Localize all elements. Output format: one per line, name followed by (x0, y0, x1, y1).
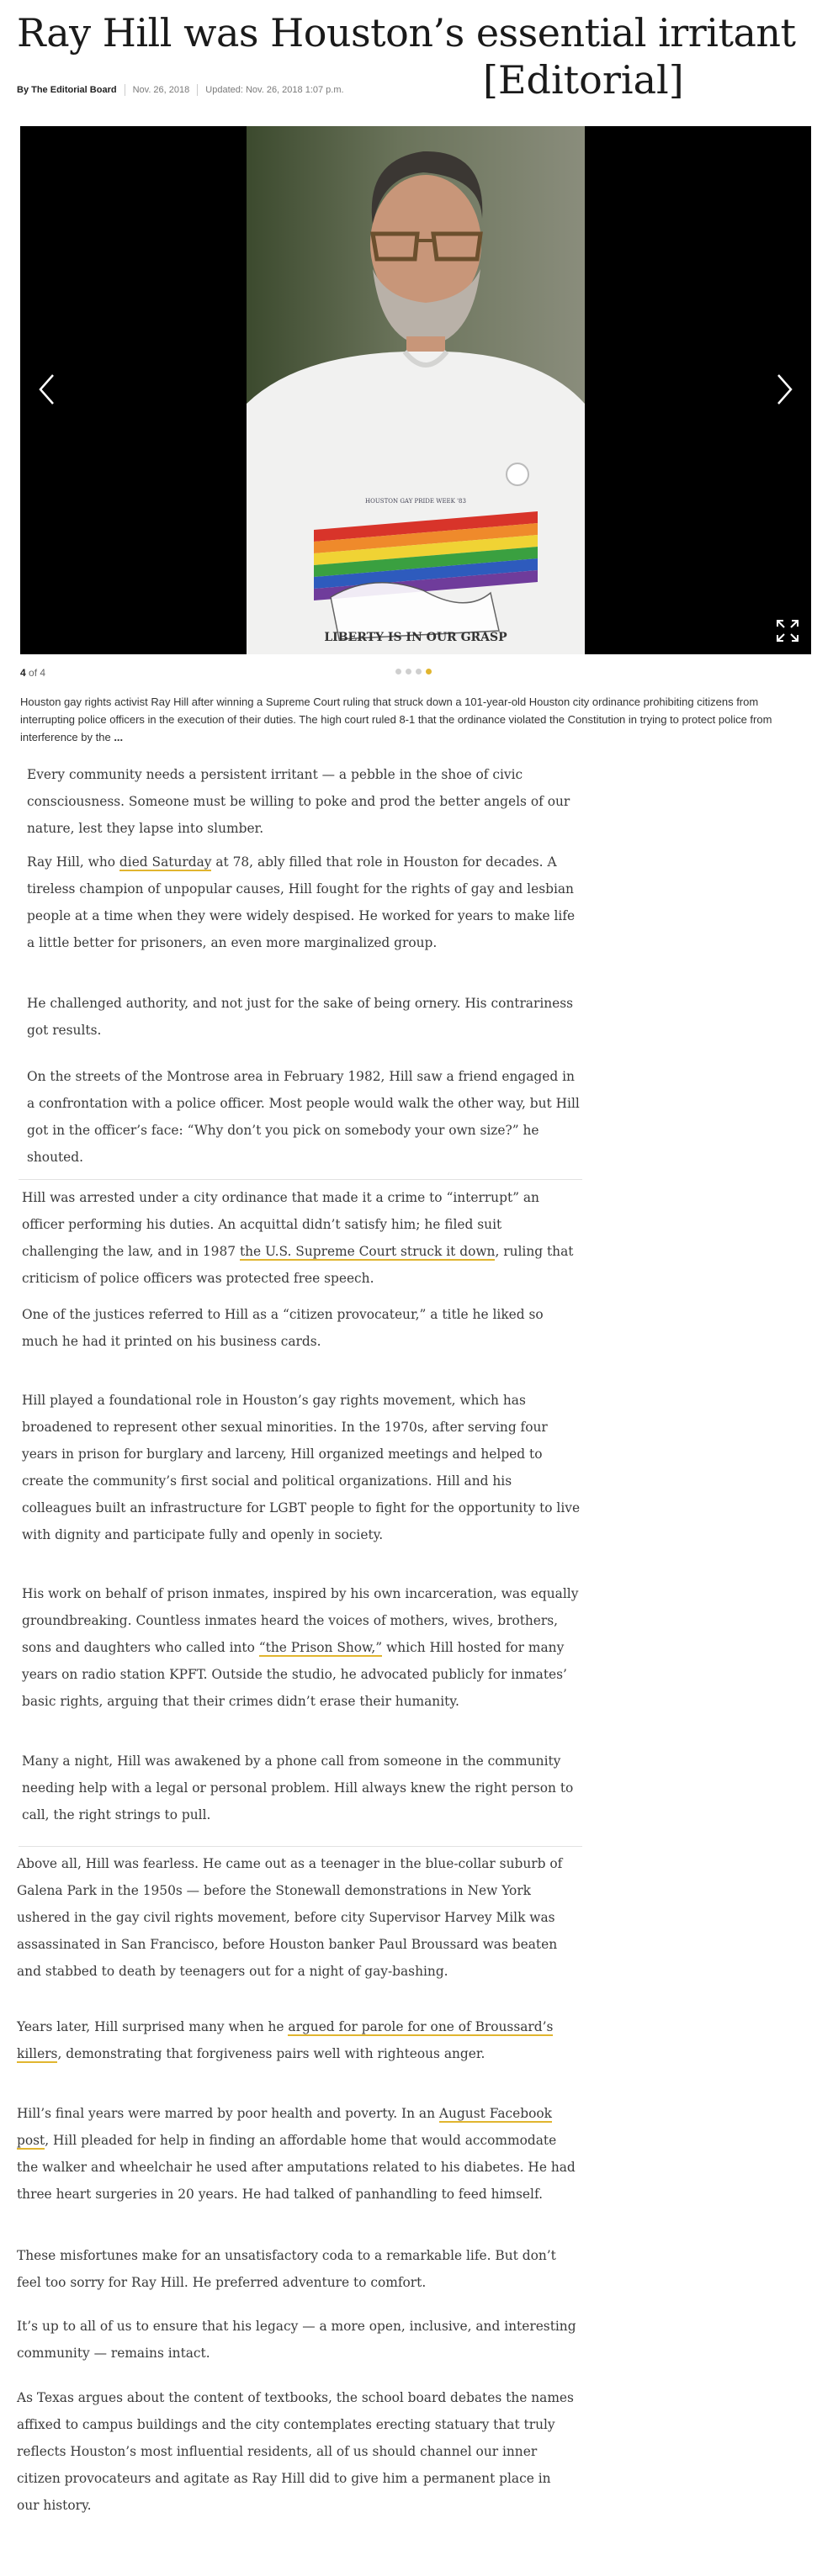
slide-current: 4 (20, 667, 26, 679)
photo-gallery (20, 126, 811, 654)
slide-dot[interactable] (426, 669, 432, 674)
shirt-print-bottom: LIBERTY IS IN OUR GRASP (324, 631, 507, 644)
paragraph: Ray Hill, who died Saturday at 78, ably filled that role in Houston for decades. A tireless champion of unpopular causes, Hill fought for the rights of gay and lesbian people at a time when they were widely despised. He worked for years to make life a little better for prisoners, an even more marginalized group. (27, 854, 576, 950)
paragraph: Hill was arrested under a city ordinance that made it a crime to “interrupt” an officer performing his duties. An acquittal didn’t satisfy him; he filed suit challenging the law, and in 1987 the U.S. Supreme Court struck it down, ruling that criticism of police officers was protected free speech. (22, 1190, 574, 1286)
author-link[interactable]: By The Editorial Board (17, 84, 117, 95)
paragraph: Above all, Hill was fearless. He came out as a teenager in the blue-collar suburb of Galena Park in the 1950s — before the Stonewall demonstrations in New York ushered in the gay civil rights movement, before city Supervisor Harvey Milk was assassinated in San Francisco, before Houston banker Paul Broussard was beaten and stabbed to death by teenagers out for a night of gay-bashing. (17, 1856, 563, 1979)
slide-indicator (395, 669, 432, 674)
slide-dot[interactable] (416, 669, 422, 674)
inline-link[interactable]: argued for parole for one of Broussard’s killers (17, 2019, 554, 2061)
inline-link[interactable]: August Facebook post (17, 2106, 552, 2148)
paragraph: Years later, Hill surprised many when he argued for parole for one of Broussard’s killers, demonstrating that forgiveness pairs well with righteous anger. (17, 2019, 554, 2061)
paragraph: These misfortunes make for an unsatisfactory coda to a remarkable life. But don’t feel too sorry for Ray Hill. He preferred adventure to comfort. (17, 2248, 556, 2290)
published-date: Nov. 26, 2018 (132, 84, 190, 95)
paragraph: It’s up to all of us to ensure that his legacy — a more open, inclusive, and interesting community — remains intact. (17, 2319, 576, 2361)
shirt-print-top: HOUSTON GAY PRIDE WEEK '83 (365, 498, 466, 505)
paragraph: One of the justices referred to Hill as a “citizen provocateur,” a title he liked so much he had it printed on his business cards. (22, 1307, 544, 1349)
caption-text: Houston gay rights activist Ray Hill after winning a Supreme Court ruling that struck down a 101-year-old Houston city ordinance prohibiting citizens from interrupting police officers in the execution of their duties. The high court ruled 8-1 that the ordinance violated the Constitution in trying to protect police from interference by the (20, 696, 772, 743)
chevron-right-icon (775, 373, 793, 406)
byline-divider (197, 84, 198, 96)
expand-icon (776, 619, 799, 643)
gallery-photo (247, 126, 585, 654)
byline (17, 84, 344, 96)
updated-date: Updated: Nov. 26, 2018 1:07 p.m. (205, 84, 344, 95)
inline-link[interactable]: died Saturday (119, 854, 212, 870)
divider (19, 1846, 582, 1847)
paragraph: On the streets of the Montrose area in February 1982, Hill saw a friend engaged in a confrontation with a police officer. Most people would walk the other way, but Hill got in the officer’s face: “Why don’t you pick on somebody your own size?” he shouted. (27, 1069, 580, 1165)
inline-link[interactable]: the U.S. Supreme Court struck it down (239, 1244, 496, 1259)
paragraph: Hill’s final years were marred by poor health and poverty. In an August Facebook post, Hill pleaded for help in finding an affordable home that would accommodate the walker and wheelchair he used after amputations related to his diabetes. He had three heart surgeries in 20 years. He had talked of panhandling to feed himself. (17, 2106, 576, 2202)
inline-link[interactable]: “the Prison Show,” (258, 1640, 383, 1655)
caption-more-link[interactable]: ... (114, 731, 124, 743)
paragraph: Every community needs a persistent irritant — a pebble in the shoe of civic consciousness. Someone must be willing to poke and prod the better angels of our nature, lest they lapse into slumber. (27, 767, 570, 836)
editorial-tag: [Editorial] (483, 57, 684, 103)
slide-dot[interactable] (406, 669, 411, 674)
paragraph: As Texas argues about the content of textbooks, the school board debates the names affixed to campus buildings and the city contemplates erecting statuary that truly reflects Houston’s most influential residents, all of us should channel our inner citizen provocateurs and agitate as Ray Hill did to give him a permanent place in our history. (17, 2390, 574, 2513)
fullscreen-button[interactable] (776, 619, 799, 643)
headline: Ray Hill was Houston’s essential irritant (17, 10, 796, 56)
next-slide-button[interactable] (767, 368, 801, 410)
slide-total: of 4 (29, 667, 46, 679)
paragraph: His work on behalf of prison inmates, inspired by his own incarceration, was equally groundbreaking. Countless inmates heard the voices of mothers, wives, brothers, sons and daughters who called into “the Prison Show,” which Hill hosted for many years on radio station KPFT. Outside the studio, he advocated publicly for inmates’ basic rights, arguing that their crimes didn’t erase their humanity. (22, 1586, 579, 1709)
paragraph: Hill played a foundational role in Houston’s gay rights movement, which has broadened to represent other sexual minorities. In the 1970s, after serving four years in prison for burglary and larceny, Hill organized meetings and helped to create the community’s first social and political organizations. Hill and his colleagues built an infrastructure for LGBT people to fight for the opportunity to live with dignity and participate fully and openly in society. (22, 1393, 581, 1542)
chevron-left-icon (38, 373, 56, 406)
paragraph: He challenged authority, and not just for the sake of being ornery. His contrariness got results. (27, 996, 574, 1038)
slide-counter (20, 667, 45, 679)
previous-slide-button[interactable] (30, 368, 64, 410)
divider (19, 1179, 582, 1180)
paragraph: Many a night, Hill was awakened by a phone call from someone in the community needing help with a legal or personal problem. Hill always knew the right person to call, the right strings to pull. (22, 1753, 574, 1822)
slide-dot[interactable] (395, 669, 401, 674)
photo-caption (20, 693, 815, 746)
